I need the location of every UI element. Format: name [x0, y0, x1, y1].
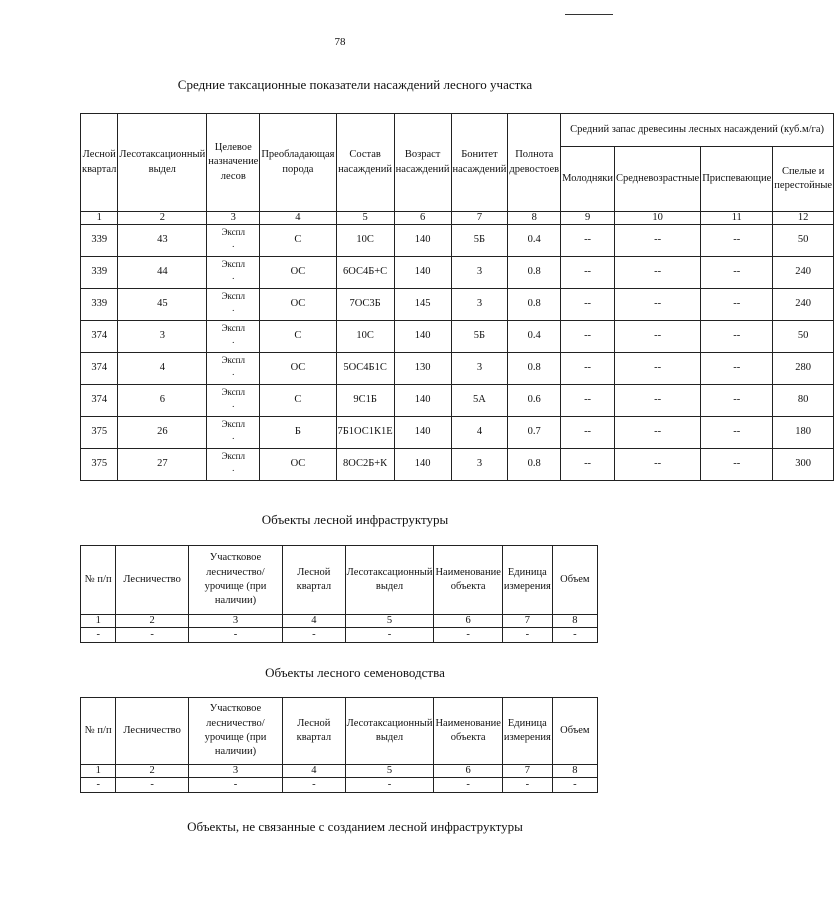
table-cell: 140	[394, 417, 451, 449]
table-row	[81, 353, 834, 385]
table-cell: --	[561, 289, 615, 321]
col-number: 4	[260, 212, 336, 225]
header-forestry: Лесничество	[116, 546, 188, 615]
table-cell: 0.8	[508, 289, 561, 321]
col-number: 9	[561, 212, 615, 225]
table-cell: 7ОС3Б	[336, 289, 394, 321]
table-cell: ОС	[260, 449, 336, 481]
table-cell: 7Б1ОС1К1Е	[336, 417, 394, 449]
table-cell: 145	[394, 289, 451, 321]
header-district: Участковое лесничество/урочище (при наличии)	[188, 698, 282, 765]
table-cell: 240	[773, 289, 834, 321]
table-cell: 0.7	[508, 417, 561, 449]
table-cell: 180	[773, 417, 834, 449]
header-kvartal: Лесной квартал	[283, 698, 346, 765]
header-kvartal: Лесной квартал	[81, 114, 118, 212]
table-cell: 0.4	[508, 225, 561, 257]
table-cell: -	[434, 778, 502, 793]
table-cell: -	[283, 628, 346, 643]
table-cell: -	[434, 628, 502, 643]
table-row	[81, 449, 834, 481]
table-cell: Б	[260, 417, 336, 449]
table-cell: 45	[118, 289, 207, 321]
table-cell: Экспл .	[207, 449, 260, 481]
table-cell: Экспл .	[207, 289, 260, 321]
table-cell: 3	[451, 289, 508, 321]
header-bonitet: Бонитет насаждений	[451, 114, 508, 212]
table-cell: --	[701, 449, 773, 481]
col-number: 6	[394, 212, 451, 225]
table-cell: -	[552, 628, 597, 643]
table-cell: -	[283, 778, 346, 793]
table-cell: -	[502, 628, 552, 643]
table-cell: 240	[773, 257, 834, 289]
header-unit: Единица измерения	[502, 698, 552, 765]
header-middle: Средневозрастные	[615, 147, 701, 212]
col-number: 3	[207, 212, 260, 225]
table-cell: 50	[773, 225, 834, 257]
col-number: 4	[283, 765, 346, 778]
table-cell: 0.8	[508, 449, 561, 481]
header-number: № п/п	[81, 546, 116, 615]
col-number: 11	[701, 212, 773, 225]
taxation-table	[80, 113, 834, 481]
table-cell: 140	[394, 385, 451, 417]
table-cell: 0.6	[508, 385, 561, 417]
table-cell: 339	[81, 225, 118, 257]
table-cell: Экспл .	[207, 385, 260, 417]
table-cell: С	[260, 385, 336, 417]
table-cell: 339	[81, 257, 118, 289]
table-cell: 374	[81, 321, 118, 353]
table-cell: 3	[118, 321, 207, 353]
section-title-infrastructure: Объекты лесной инфраструктуры	[261, 512, 449, 527]
col-number: 3	[188, 765, 282, 778]
table-cell: --	[561, 417, 615, 449]
table-cell: --	[615, 353, 701, 385]
page-number: 78	[334, 36, 346, 48]
table-cell: --	[615, 225, 701, 257]
col-number: 2	[118, 212, 207, 225]
header-stock-group: Средний запас древесины лесных насаждений (куб.м/га)	[561, 114, 834, 147]
table-cell: --	[701, 417, 773, 449]
table-cell: 300	[773, 449, 834, 481]
table-cell: 4	[451, 417, 508, 449]
table-cell: --	[701, 385, 773, 417]
col-number: 1	[81, 615, 116, 628]
table-cell: 4	[118, 353, 207, 385]
table-cell: --	[615, 289, 701, 321]
col-number: 12	[773, 212, 834, 225]
table-cell: 50	[773, 321, 834, 353]
header-dominant: Преобладающая порода	[260, 114, 336, 212]
header-forestry: Лесничество	[116, 698, 188, 765]
col-number: 5	[336, 212, 394, 225]
header-number: № п/п	[81, 698, 116, 765]
table-cell: 0.8	[508, 257, 561, 289]
table-cell: 280	[773, 353, 834, 385]
table-cell: --	[615, 257, 701, 289]
col-number: 1	[81, 765, 116, 778]
col-number: 8	[508, 212, 561, 225]
table-cell: 5Б	[451, 321, 508, 353]
header-object-name: Наименование объекта	[434, 546, 502, 615]
table-cell: ОС	[260, 257, 336, 289]
table-row	[81, 321, 834, 353]
col-number: 7	[502, 765, 552, 778]
table-cell: 10С	[336, 321, 394, 353]
table-cell: 339	[81, 289, 118, 321]
table-cell: -	[188, 778, 282, 793]
section-title-other-objects: Объекты, не связанные с созданием лесной инфраструктуры	[187, 819, 523, 834]
section-title-taxation: Средние таксационные показатели насаждений лесного участка	[177, 77, 533, 92]
table-cell: 6ОС4Б+С	[336, 257, 394, 289]
table-cell: --	[561, 321, 615, 353]
table-cell: -	[188, 628, 282, 643]
table-cell: --	[615, 449, 701, 481]
table-cell: 27	[118, 449, 207, 481]
table-cell: -	[345, 778, 434, 793]
header-age: Возраст насаждений	[394, 114, 451, 212]
table-row	[81, 385, 834, 417]
col-number: 7	[502, 615, 552, 628]
table-cell: 140	[394, 225, 451, 257]
header-object-name: Наименование объекта	[434, 698, 502, 765]
col-number: 6	[434, 615, 502, 628]
table-cell: 140	[394, 257, 451, 289]
header-vydel: Лесотаксационный выдел	[118, 114, 207, 212]
table-cell: -	[502, 778, 552, 793]
table-cell: -	[81, 778, 116, 793]
table-cell: 9С1Б	[336, 385, 394, 417]
col-number: 3	[188, 615, 282, 628]
table-cell: --	[615, 321, 701, 353]
table-row	[81, 417, 834, 449]
table-cell: 3	[451, 449, 508, 481]
col-number: 10	[615, 212, 701, 225]
table-row	[81, 289, 834, 321]
table-cell: 375	[81, 417, 118, 449]
table-cell: -	[116, 628, 188, 643]
table-cell: 5Б	[451, 225, 508, 257]
table-cell: ОС	[260, 353, 336, 385]
table-cell: --	[701, 225, 773, 257]
table-cell: Экспл .	[207, 353, 260, 385]
col-number: 5	[345, 615, 434, 628]
table-cell: 5ОС4Б1С	[336, 353, 394, 385]
header-mature: Спелые и перестойные	[773, 147, 834, 212]
header-purpose: Целевое назначение лесов	[207, 114, 260, 212]
table-cell: 43	[118, 225, 207, 257]
table-cell: 130	[394, 353, 451, 385]
header-ripening: Приспевающие	[701, 147, 773, 212]
infrastructure-table	[80, 545, 598, 643]
header-young: Молодняки	[561, 147, 615, 212]
col-number: 8	[552, 615, 597, 628]
table-cell: 44	[118, 257, 207, 289]
header-composition: Состав насаждений	[336, 114, 394, 212]
table-cell: Экспл .	[207, 321, 260, 353]
table-cell: 26	[118, 417, 207, 449]
col-number: 2	[116, 615, 188, 628]
table-cell: 0.4	[508, 321, 561, 353]
table-cell: --	[701, 353, 773, 385]
table-cell: -	[345, 628, 434, 643]
table-cell: С	[260, 225, 336, 257]
table-cell: --	[561, 225, 615, 257]
col-number: 7	[451, 212, 508, 225]
table-cell: 80	[773, 385, 834, 417]
table-cell: -	[552, 778, 597, 793]
header-volume: Объем	[552, 698, 597, 765]
col-number: 8	[552, 765, 597, 778]
table-cell: --	[561, 353, 615, 385]
header-vydel: Лесотаксационный выдел	[345, 546, 434, 615]
table-cell: -	[81, 628, 116, 643]
table-cell: 374	[81, 353, 118, 385]
header-volume: Объем	[552, 546, 597, 615]
seed-production-table	[80, 697, 598, 793]
table-cell: Экспл .	[207, 417, 260, 449]
col-number: 4	[283, 615, 346, 628]
col-number: 2	[116, 765, 188, 778]
top-rule	[565, 14, 613, 15]
col-number: 6	[434, 765, 502, 778]
table-cell: --	[701, 257, 773, 289]
table-cell: С	[260, 321, 336, 353]
table-cell: --	[701, 321, 773, 353]
col-number: 5	[345, 765, 434, 778]
header-vydel: Лесотаксационный выдел	[345, 698, 434, 765]
header-density: Полнота древостоев	[508, 114, 561, 212]
header-district: Участковое лесничество/урочище (при наличии)	[188, 546, 282, 615]
table-row	[81, 225, 834, 257]
header-unit: Единица измерения	[502, 546, 552, 615]
table-cell: 10С	[336, 225, 394, 257]
table-cell: --	[615, 417, 701, 449]
table-row	[81, 257, 834, 289]
table-cell: --	[615, 385, 701, 417]
header-kvartal: Лесной квартал	[283, 546, 346, 615]
table-cell: 8ОС2Б+К	[336, 449, 394, 481]
table-cell: 6	[118, 385, 207, 417]
table-cell: 140	[394, 449, 451, 481]
table-cell: 374	[81, 385, 118, 417]
table-cell: ОС	[260, 289, 336, 321]
table-cell: Экспл .	[207, 225, 260, 257]
table-cell: 3	[451, 257, 508, 289]
table-cell: -	[116, 778, 188, 793]
table-cell: --	[561, 257, 615, 289]
table-cell: Экспл .	[207, 257, 260, 289]
table-cell: --	[701, 289, 773, 321]
table-cell: 375	[81, 449, 118, 481]
table-cell: 0.8	[508, 353, 561, 385]
section-title-seed-production: Объекты лесного семеноводства	[265, 665, 445, 680]
col-number: 1	[81, 212, 118, 225]
table-cell: 5А	[451, 385, 508, 417]
table-cell: --	[561, 449, 615, 481]
table-cell: 3	[451, 353, 508, 385]
table-cell: --	[561, 385, 615, 417]
table-cell: 140	[394, 321, 451, 353]
